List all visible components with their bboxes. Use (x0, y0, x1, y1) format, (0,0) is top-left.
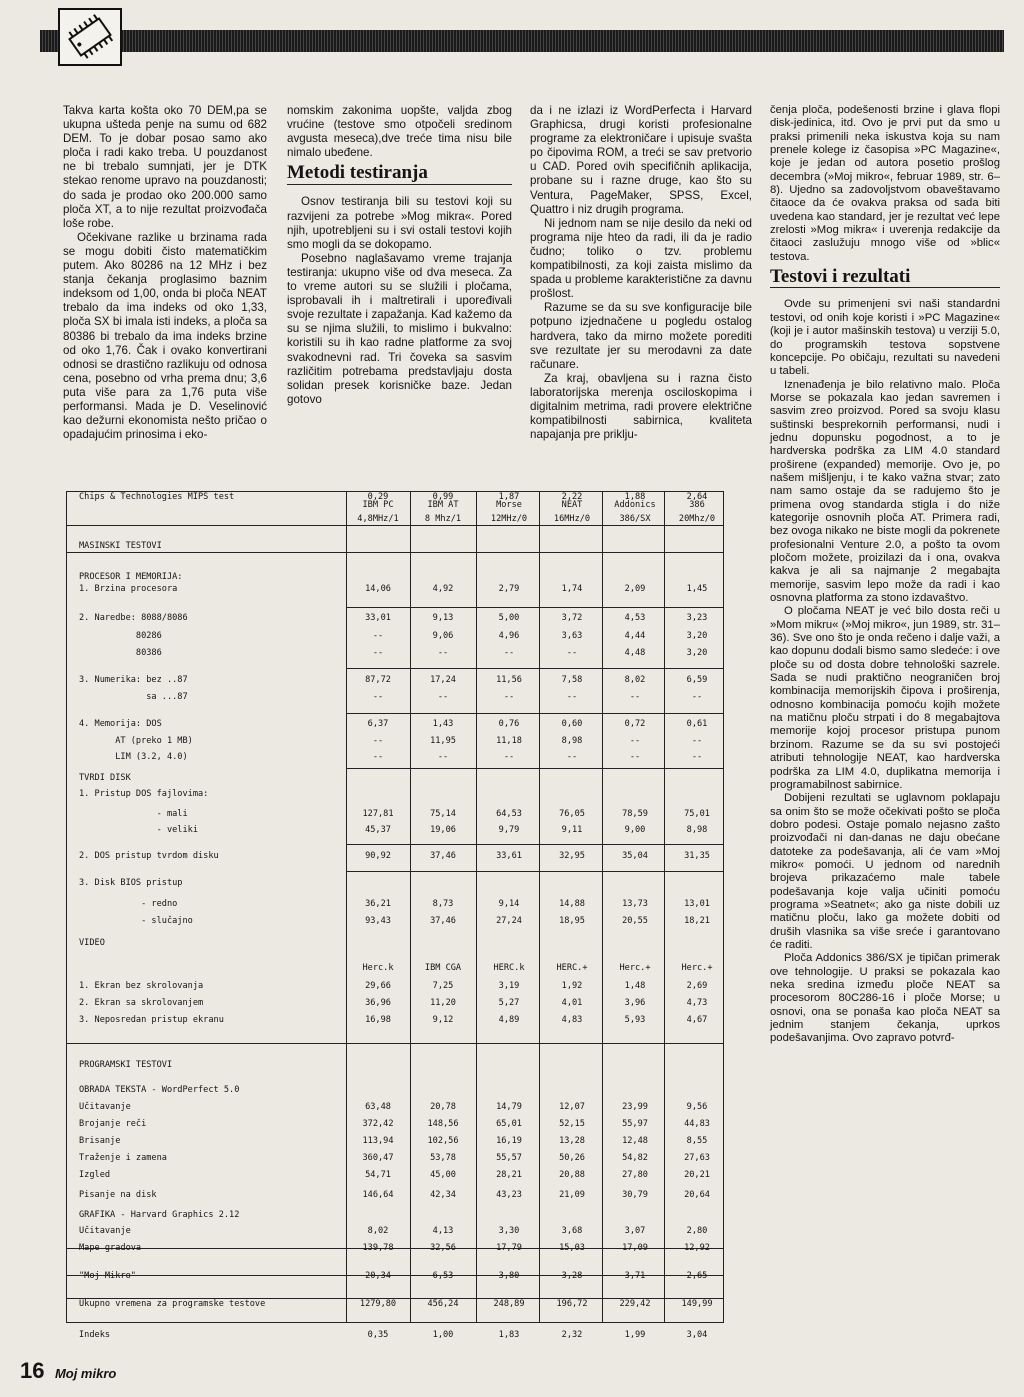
table-cell: 55,57 (496, 1153, 522, 1163)
table-cell: 30,79 (622, 1190, 648, 1200)
results-table (66, 491, 724, 1340)
table-cell: 14,79 (496, 1102, 522, 1112)
table-cell: 14,88 (559, 899, 585, 909)
column-header: 4,8MHz/1 (357, 514, 399, 524)
table-cell: 11,56 (496, 675, 522, 685)
table-cell: 139,78 (362, 1243, 394, 1253)
table-cell: 360,47 (362, 1153, 394, 1163)
group-divider (346, 713, 723, 714)
table-cell: 3,71 (624, 1271, 646, 1281)
row-label: 80386 (79, 648, 162, 658)
table-cell: 0,76 (498, 719, 520, 729)
table-cell: 3,63 (561, 631, 583, 641)
paragraph: Ovde su primenjeni svi naši standardni testovi, od onih koje koristi i »PC Magazine« (koji je i autor mašinskih testova) u verziji 5.0, do programskih testova sopstvene koncepcije. Po običaju, rezultati su navedeni u tabeli. (770, 298, 1000, 378)
table-cell: 18,21 (684, 916, 710, 926)
row-label: VIDEO (79, 938, 105, 948)
paragraph: Za kraj, obavljena su i razna čisto laboratorijska merenja osciloskopima i digitalnim metrima, radi provere električne kompatibilnosti sabirnica, kvaliteta napajanja pre priklju- (530, 371, 752, 442)
table-cell: 4,92 (432, 584, 454, 594)
table-cell: 43,23 (496, 1190, 522, 1200)
group-divider (346, 668, 723, 669)
table-cell: 4,96 (498, 631, 520, 641)
table-cell: 2,64 (686, 492, 708, 502)
table-cell: 2,80 (686, 1226, 708, 1236)
table-cell: 3,07 (624, 1226, 646, 1236)
paragraph: Dobijeni rezultati se uglavnom poklapaju sa onim što se može očekivati pošto se ploča dobro podesi. Ostaje pomalo nejasno zašto proizvođači ni dan-danas ne daju obećane datoteke za podešavanja, ali će vam »Moj mikro« pomoći. U jednom od narednih brojeva prikazaćemo male tabele podešavanja koje valja učiniti pomoću programa »Seatnet«; ako ga niste dobili uz matičnu ploču, lako ga možete dobiti od druših vlasnika sa više sreće i garantovano će raditi. (770, 792, 1000, 951)
table-cell: 8,98 (686, 825, 708, 835)
table-cell: 248,89 (493, 1299, 525, 1309)
paragraph: Posebno naglašavamo vreme trajanja testiranja: ukupno više od dva meseca. Za to vreme autori su se služili i pločama, isprobavali ih i maltretirali i upoređivali svoje rezultate i zapažanja. Kad kažemo da su se njima služili, to mislimo i bukvalno: koristili su ih kao radne platforme za svoj svakodnevni rad. Tri čoveka sa sasvim različitim potrebama predstavljaju dosta solidan presek korisničke baze. Jedan gotovo (287, 251, 512, 406)
table-cell: -- (372, 752, 384, 762)
table-cell: 9,13 (432, 613, 454, 623)
table-cell: 11,20 (430, 998, 456, 1008)
table-cell: 8,02 (367, 1226, 389, 1236)
table-cell: 11,95 (430, 736, 456, 746)
column-header: NEAT (561, 500, 583, 510)
table-cell: 78,59 (622, 809, 648, 819)
table-cell: 54,82 (622, 1153, 648, 1163)
table-cell: 2,32 (561, 1330, 583, 1340)
row-label: 2. DOS pristup tvrdom disku (79, 851, 219, 861)
table-cell: -- (372, 631, 384, 641)
table-cell: 27,24 (496, 916, 522, 926)
group-divider (346, 844, 723, 845)
section-heading: Metodi testiranja (287, 166, 512, 185)
table-cell: 16,98 (365, 1015, 391, 1025)
row-label: PROCESOR I MEMORIJA: (79, 572, 183, 582)
table-cell: 20,88 (559, 1170, 585, 1180)
table-cell: 4,48 (624, 648, 646, 658)
table-cell: 0,35 (367, 1330, 389, 1340)
row-label: Učitavanje (79, 1226, 131, 1236)
table-cell: 50,26 (559, 1153, 585, 1163)
table-cell: 8,98 (561, 736, 583, 746)
column-header: 20Mhz/0 (678, 514, 716, 524)
table-cell: -- (629, 752, 641, 762)
row-divider (67, 525, 723, 526)
table-cell: 8,73 (432, 899, 454, 909)
table-cell: 29,66 (365, 981, 391, 991)
table-cell: 17,09 (622, 1243, 648, 1253)
table-cell: 146,64 (362, 1190, 394, 1200)
table-cell: 102,56 (427, 1136, 459, 1146)
row-label: Traženje i zamena (79, 1153, 167, 1163)
table-cell: 17,79 (496, 1243, 522, 1253)
table-cell: 20,55 (622, 916, 648, 926)
table-cell: 87,72 (365, 675, 391, 685)
table-cell: 37,46 (430, 851, 456, 861)
table-cell: 3,80 (498, 1271, 520, 1281)
table-cell: 21,09 (559, 1190, 585, 1200)
table-cell: -- (566, 752, 578, 762)
row-label: 3. Neposredan pristup ekranu (79, 1015, 224, 1025)
table-cell: -- (566, 692, 578, 702)
column-1 (63, 104, 267, 442)
table-cell: 20,21 (684, 1170, 710, 1180)
row-label: 2. Naredbe: 8088/8086 (79, 613, 188, 623)
table-cell: 5,27 (498, 998, 520, 1008)
table-cell: 63,48 (365, 1102, 391, 1112)
table-cell: 148,56 (427, 1119, 459, 1129)
row-label: Brojanje reči (79, 1119, 147, 1129)
column-header: 8 Mhz/1 (424, 514, 462, 524)
table-cell: 90,92 (365, 851, 391, 861)
row-label: 2. Ekran sa skrolovanjem (79, 998, 204, 1008)
table-cell: 127,81 (362, 809, 394, 819)
table-cell: 9,11 (561, 825, 583, 835)
row-label: sa ...87 (79, 692, 188, 702)
table-cell: Herc.+ (619, 963, 651, 973)
row-label: Izgled (79, 1170, 111, 1180)
table-cell: 13,01 (684, 899, 710, 909)
table-cell: 0,60 (561, 719, 583, 729)
paragraph: Ni jednom nam se nije desilo da neki od programa nije hteo da radi, ili da je radio čudno; toliko o tzv. problemu kompatibilnosti, za koji zaista mislimo da spada u probleme karakteristične za davnu prošlost. (530, 216, 752, 301)
table-cell: 9,56 (686, 1102, 708, 1112)
group-divider (346, 768, 723, 769)
table-cell: 7,58 (561, 675, 583, 685)
table-cell: -- (503, 752, 515, 762)
column-header: 386 (689, 500, 705, 510)
row-label: - redno (79, 899, 178, 909)
paragraph: Razume se da su sve konfiguracije bile potpuno izjednačene u pogledu ostalog hardvera, tako da mirno možete porediti sve rezultate jer su merodavni za date računare. (530, 301, 752, 371)
table-cell: 5,00 (498, 613, 520, 623)
group-divider (346, 607, 723, 608)
paragraph: čenja ploča, podešenosti brzine i glava flopi disk-jedinica, itd. Ovo je prvi put da smo u praksi primenili neka iskustva koja su nam prenele kolege iz časopisa »PC Magazine«, koje je jedan od autora posetio prošlog decembra (»Moj mikro«, februar 1989, str. 6–8). Ujedno sa zadovoljstvom obaveštavamo čitaoce da će ovakva praksa od sada biti uvedena kao standard, jer je rezultat već lepe zrelosti »Mog mikra« i uverenja redakcije da čitaoci zaslužuju mnogo više od »blic« testova. (770, 104, 1000, 263)
table-cell: 9,00 (624, 825, 646, 835)
table-cell: 1,87 (498, 492, 520, 502)
table-cell: 6,37 (367, 719, 389, 729)
table-cell: Herc.k (362, 963, 394, 973)
section-heading: Testovi i rezultati (770, 270, 1000, 288)
table-cell: 45,00 (430, 1170, 456, 1180)
table-cell: 12,07 (559, 1102, 585, 1112)
table-cell: -- (691, 752, 703, 762)
table-cell: 2,79 (498, 584, 520, 594)
table-cell: 1,43 (432, 719, 454, 729)
table-cell: 20,64 (684, 1190, 710, 1200)
row-label: Chips & Technologies MIPS test (79, 492, 235, 502)
table-cell: 19,06 (430, 825, 456, 835)
table-cell: -- (503, 648, 515, 658)
table-cell: 7,25 (432, 981, 454, 991)
table-cell: 3,04 (686, 1330, 708, 1340)
table-cell: 45,37 (365, 825, 391, 835)
table-cell: IBM CGA (424, 963, 462, 973)
table-cell: 93,43 (365, 916, 391, 926)
row-label: PROGRAMSKI TESTOVI (79, 1060, 173, 1070)
table-cell: 1,48 (624, 981, 646, 991)
row-label: OBRADA TEKSTA - WordPerfect 5.0 (79, 1085, 240, 1095)
table-cell: 13,73 (622, 899, 648, 909)
table-cell: -- (503, 692, 515, 702)
table-cell: 2,65 (686, 1271, 708, 1281)
table-cell: 42,34 (430, 1190, 456, 1200)
paragraph: Takva karta košta oko 70 DEM,pa se ukupna ušteda penje na sumu od 682 DEM. To je dobar posao samo ako ploča i radi kako treba. U pouzdanost ne bi trebalo sumnjati, jer je DTK stekao renome upravo na pouzdanosti; do sada je prodao oko 200.000 samo ploča XT, a to nije rezultat proizvođača loše robe. (63, 104, 267, 230)
table-cell: 3,20 (686, 648, 708, 658)
paragraph: O pločama NEAT je već bilo dosta reči u »Mom mikru« (»Moj mikro«, jun 1989, str. 31–36). Sve ono što je onda rečeno i dalje važi, a kao dopunu dodali bismo samo sledeće: i ove ploče su od dosta dobre tehnološki sazrele. Sada se nudi praktično neograničen broj kombinacija memorijskih čipova i proširenja, odnosno kombinacija pomoću kojih možete na matičnu ploču strpati i do 8 megabajtova memorije kojoj procesor pristupa punom brzinom. Razume se da su svi postojeći atributi tehnologije NEAT, kao hardverska podrška za LIM 4.0, duplikatna memorija i programabilnost sabirnice. (770, 605, 1000, 791)
table-cell: -- (437, 648, 449, 658)
row-divider (67, 552, 723, 553)
table-cell: 3,19 (498, 981, 520, 991)
table-cell: 32,95 (559, 851, 585, 861)
column-divider (410, 492, 411, 1322)
table-cell: 196,72 (556, 1299, 588, 1309)
table-cell: 2,09 (624, 584, 646, 594)
table-cell: 37,46 (430, 916, 456, 926)
table-cell: 1,92 (561, 981, 583, 991)
table-cell: 3,30 (498, 1226, 520, 1236)
row-label: 80286 (79, 631, 162, 641)
table-cell: 12,92 (684, 1243, 710, 1253)
table-cell: 9,12 (432, 1015, 454, 1025)
table-cell: 12,48 (622, 1136, 648, 1146)
column-4 (770, 104, 1000, 1046)
table-cell: 6,53 (432, 1271, 454, 1281)
row-label: 1. Brzina procesora (79, 584, 178, 594)
column-2 (287, 104, 512, 407)
table-cell: 4,67 (686, 1015, 708, 1025)
table-cell: 27,63 (684, 1153, 710, 1163)
table-cell: -- (437, 752, 449, 762)
table-cell: 8,55 (686, 1136, 708, 1146)
table-cell: 1,88 (624, 492, 646, 502)
table-cell: 17,24 (430, 675, 456, 685)
group-divider (346, 871, 723, 872)
paragraph: da i ne izlazi iz WordPerfecta i Harvard Graphicsa, drugi koristi profesionalne programe za elektroničare i upisuje svašta po čipovima ROM, a treći se sav pretvorio u CAD. Pored ovih specifičnih aplikacija, probane su i razne druge, kao što su Ventura, PageMaker, SPSS, Excel, Quattro i niz drugih programa. (530, 104, 752, 216)
table-cell: 32,56 (430, 1243, 456, 1253)
table-cell: 55,97 (622, 1119, 648, 1129)
table-cell: 4,13 (432, 1226, 454, 1236)
row-label: - veliki (79, 825, 198, 835)
table-cell: 1,83 (498, 1330, 520, 1340)
table-cell: 11,18 (496, 736, 522, 746)
table-cell: 3,28 (561, 1271, 583, 1281)
table-cell: 20,78 (430, 1102, 456, 1112)
table-cell: 65,01 (496, 1119, 522, 1129)
row-divider (67, 1043, 723, 1044)
row-label: Mape gradova (79, 1243, 142, 1253)
table-cell: 8,02 (624, 675, 646, 685)
row-label: Pisanje na disk (79, 1190, 157, 1200)
table-cell: -- (372, 648, 384, 658)
column-divider (476, 492, 477, 1322)
table-cell: 372,42 (362, 1119, 394, 1129)
row-label: 4. Memorija: DOS (79, 719, 162, 729)
row-label: MASINSKI TESTOVI (79, 541, 162, 551)
paragraph: Osnov testiranja bili su testovi koji su razvijeni za potrebe »Mog mikra«. Pored njih, upotrebljeni su i svi ostali testovi kojih smo mogli da se dokopamo. (287, 195, 512, 251)
table-cell: 64,53 (496, 809, 522, 819)
table-cell: 35,04 (622, 851, 648, 861)
row-label: "Moj Mikro" (79, 1271, 136, 1281)
table-cell: 2,69 (686, 981, 708, 991)
table-cell: -- (691, 736, 703, 746)
table-cell: 1,00 (432, 1330, 454, 1340)
table-cell: -- (691, 692, 703, 702)
paragraph: Očekivane razlike u brzinama rada se mogu dobiti čisto matematičkim putem. Ako 80286 na 12 MHz i bez stanja čekanja proglasimo baznim indeksom od 1,00, onda bi ploča NEAT trebalo da ima indeks od oko 1,33, ploča SX bi imala isti indeks, a ploča sa 80386 bi trebalo da ima indeks brzine od oko 1,76. Čak i ovako konvertirani odnosi se drastično razlikuju od odnosa cena, posebno od vrha prema dnu; 3,6 puta više para za 1,76 puta više performansi. Mada je D. Veselinović kao dežurni ekonomista nešto pričao o opadajućim prinosima i eko- (63, 230, 267, 442)
table-cell: HERC.k (493, 963, 525, 973)
table-cell: 14,06 (365, 584, 391, 594)
table-cell: 9,79 (498, 825, 520, 835)
row-label: 3. Disk BIOS pristup (79, 878, 183, 888)
table-cell: 36,96 (365, 998, 391, 1008)
row-label: AT (preko 1 MB) (79, 736, 193, 746)
table-cell: 54,71 (365, 1170, 391, 1180)
table-cell: -- (629, 692, 641, 702)
table-cell: 4,89 (498, 1015, 520, 1025)
row-label: GRAFIKA - Harvard Graphics 2.12 (79, 1210, 240, 1220)
table-cell: -- (437, 692, 449, 702)
table-cell: -- (372, 692, 384, 702)
row-label: 1. Ekran bez skrolovanja (79, 981, 204, 991)
row-label: LIM (3.2, 4.0) (79, 752, 188, 762)
table-cell: 4,01 (561, 998, 583, 1008)
row-label: 1. Pristup DOS fajlovima: (79, 789, 209, 799)
table-cell: 0,99 (432, 492, 454, 502)
table-cell: 20,34 (365, 1271, 391, 1281)
table-cell: 3,68 (561, 1226, 583, 1236)
column-header: 16MHz/0 (553, 514, 591, 524)
header-bar (40, 30, 1004, 52)
table-cell: 6,59 (686, 675, 708, 685)
table-cell: 3,23 (686, 613, 708, 623)
table-cell: 0,72 (624, 719, 646, 729)
table-cell: 3,96 (624, 998, 646, 1008)
row-label: Učitavanje (79, 1102, 131, 1112)
magazine-name: Moj mikro (54, 1366, 117, 1381)
table-cell: 4,44 (624, 631, 646, 641)
row-label: - mali (79, 809, 188, 819)
table-cell: 1279,80 (359, 1299, 397, 1309)
table-cell: -- (372, 736, 384, 746)
paragraph: nomskim zakonima uopšte, valjda zbog vrućine (testove smo otpočeli sredinom avgusta meseca),dve treće tima nisu bile nimalo ubeđene. (287, 104, 512, 160)
table-cell: 3,20 (686, 631, 708, 641)
table-cell: -- (566, 648, 578, 658)
table-cell: 4,73 (686, 998, 708, 1008)
table-cell: 2,22 (561, 492, 583, 502)
table-cell: 33,01 (365, 613, 391, 623)
table-cell: 1,45 (686, 584, 708, 594)
column-3 (530, 104, 752, 442)
table-cell: HERC.+ (556, 963, 588, 973)
paragraph: Ploča Addonics 386/SX je tipičan primerak ove tehnologije. U praksi se pokazala kao neka sredina između ploče NEAT sa procesorom 80C286-16 i ploče Morse; u osnovi, ona se ponaša kao ploča NEAT sa jednim stanjem čekanja, uprkos podešavanjima. Ovo zapravo potvrđ- (770, 952, 1000, 1045)
table-cell: 75,01 (684, 809, 710, 819)
table-cell: 456,24 (427, 1299, 459, 1309)
table-cell: 23,99 (622, 1102, 648, 1112)
table-cell: 44,83 (684, 1119, 710, 1129)
table-cell: -- (629, 736, 641, 746)
table-cell: 31,35 (684, 851, 710, 861)
column-header: 12MHz/0 (490, 514, 528, 524)
table-cell: Herc.+ (681, 963, 713, 973)
column-header: 386/SX (619, 514, 651, 524)
table-cell: 28,21 (496, 1170, 522, 1180)
column-header: IBM PC (362, 500, 394, 510)
table-cell: 0,61 (686, 719, 708, 729)
table-cell: 4,53 (624, 613, 646, 623)
column-header: Morse (496, 500, 522, 510)
table-cell: 229,42 (619, 1299, 651, 1309)
table-cell: 9,14 (498, 899, 520, 909)
row-label: Brisanje (79, 1136, 121, 1146)
table-cell: 4,83 (561, 1015, 583, 1025)
page-number: 16 (20, 1358, 45, 1383)
table-cell: 52,15 (559, 1119, 585, 1129)
row-label: 3. Numerika: bez ..87 (79, 675, 188, 685)
table-cell: 9,06 (432, 631, 454, 641)
row-label: - slučajno (79, 916, 193, 926)
table-cell: 33,61 (496, 851, 522, 861)
table-cell: 18,95 (559, 916, 585, 926)
table-cell: 3,72 (561, 613, 583, 623)
table-cell: 36,21 (365, 899, 391, 909)
paragraph: Iznenađenja je bilo relativno malo. Ploča Morse se pokazala kao jedan savremen i sasvim zreo proizvod. Pored sa svoju klasu suštinski besprekornih performansi, nudi i jednu dopunsku pogodnost, a to je hardverska podrška za LIM 4.0 standard proširene (expanded) memorije. Ovo je, po našem mišljenju, i te kako važna stvar; zato nam samo ostaje da se radujemo što je primena ovog standarda stigla i do niže kategorije osnovnih ploča AT. Primera radi, bez ovoga nikako ne biste mogli da pokrenete profesionalni Venture 2.0, a pošto ta ovom pločom možete, proizilazi da i ona, ovakva kakva je ali sa najmanje 2 megabajta memorije, sasvim lepo može da radi i kao osnovna platforma za stono izdavaštvo. (770, 378, 1000, 605)
table-cell: 75,14 (430, 809, 456, 819)
column-header: Addonics (614, 500, 656, 510)
table-cell: 76,05 (559, 809, 585, 819)
page-footer (20, 1358, 116, 1384)
table-cell: 1,99 (624, 1330, 646, 1340)
row-label: TVRDI DISK (79, 773, 131, 783)
row-label: Ukupno vremena za programske testove (79, 1299, 266, 1309)
column-header: IBM AT (427, 500, 459, 510)
table-cell: 13,28 (559, 1136, 585, 1146)
table-cell: 15,03 (559, 1243, 585, 1253)
table-cell: 16,19 (496, 1136, 522, 1146)
table-cell: 53,78 (430, 1153, 456, 1163)
table-cell: 149,99 (681, 1299, 713, 1309)
table-cell: 0,29 (367, 492, 389, 502)
table-cell: 1,74 (561, 584, 583, 594)
table-cell: 27,80 (622, 1170, 648, 1180)
chip-logo-icon (58, 8, 122, 66)
table-cell: 5,93 (624, 1015, 646, 1025)
row-label: Indeks (79, 1330, 111, 1340)
table-cell: 113,94 (362, 1136, 394, 1146)
